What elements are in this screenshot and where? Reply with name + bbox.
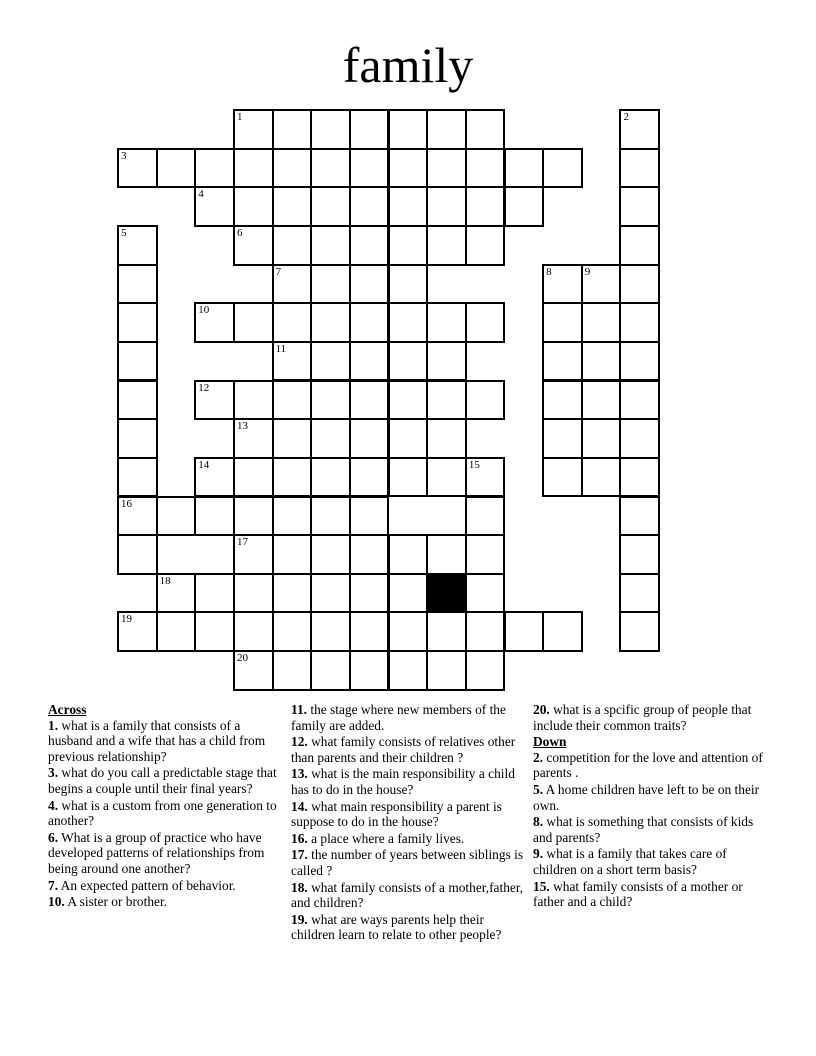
- grid-cell[interactable]: [117, 148, 158, 189]
- grid-cell[interactable]: [349, 611, 390, 652]
- grid-cell[interactable]: [542, 457, 583, 498]
- grid-cell[interactable]: [349, 148, 390, 189]
- grid-cell[interactable]: [542, 341, 583, 382]
- grid-cell[interactable]: [465, 573, 506, 614]
- grid-cell[interactable]: [349, 496, 390, 537]
- grid-cell[interactable]: [310, 148, 351, 189]
- cell-number: 12: [198, 381, 210, 394]
- grid-cell[interactable]: [156, 496, 197, 537]
- clue-across-13: [291, 766, 527, 797]
- puzzle-title: family: [342, 37, 474, 93]
- grid-cell[interactable]: [388, 341, 429, 382]
- grid-cell[interactable]: [233, 418, 274, 459]
- across-heading: Across: [48, 702, 87, 717]
- clue-number: 14.: [291, 798, 308, 814]
- grid-cell[interactable]: [349, 302, 390, 343]
- grid-cell[interactable]: [619, 148, 660, 189]
- grid-cell[interactable]: [272, 611, 313, 652]
- grid-cell[interactable]: [349, 264, 390, 305]
- grid-cell[interactable]: [349, 457, 390, 498]
- grid-cell[interactable]: [426, 225, 467, 266]
- grid-cell[interactable]: [117, 611, 158, 652]
- grid-cell[interactable]: [310, 418, 351, 459]
- grid-cell[interactable]: [272, 109, 313, 150]
- grid-cell[interactable]: [581, 457, 622, 498]
- grid-cell[interactable]: [619, 534, 660, 575]
- grid-cell[interactable]: [504, 611, 545, 652]
- grid-cell[interactable]: [272, 534, 313, 575]
- grid-cell[interactable]: [310, 225, 351, 266]
- grid-cell[interactable]: [542, 302, 583, 343]
- grid-cell[interactable]: [465, 457, 506, 498]
- grid-cell[interactable]: [310, 380, 351, 421]
- grid-cell[interactable]: [310, 186, 351, 227]
- clue-text: An expected pattern of behavior.: [58, 877, 236, 893]
- grid-cell[interactable]: [465, 186, 506, 227]
- cell-number: 16: [121, 497, 132, 510]
- grid-cell[interactable]: [349, 186, 390, 227]
- clue-number: 8.: [533, 814, 544, 830]
- grid-cell[interactable]: [272, 225, 313, 266]
- clue-across-11: [291, 702, 527, 733]
- down-heading: Down: [533, 734, 567, 750]
- grid-cell[interactable]: [194, 611, 235, 652]
- clue-number: 7.: [48, 877, 59, 893]
- cell-number: 3: [121, 149, 127, 162]
- grid-cell[interactable]: [117, 264, 158, 305]
- grid-cell[interactable]: [619, 418, 660, 459]
- grid-cell[interactable]: [349, 109, 390, 150]
- grid-cell[interactable]: [388, 457, 429, 498]
- grid-cell[interactable]: [426, 534, 467, 575]
- clue-text: what family consists of a mother or father and a child?: [533, 878, 743, 910]
- grid-cell[interactable]: [272, 380, 313, 421]
- grid-cell[interactable]: [310, 109, 351, 150]
- clue-text: what main responsibility a parent is suppose to do in the house?: [291, 798, 502, 830]
- grid-cell[interactable]: [349, 573, 390, 614]
- grid-cell[interactable]: [426, 650, 467, 691]
- cell-number: 5: [121, 226, 127, 239]
- grid-cell[interactable]: [581, 302, 622, 343]
- grid-cell[interactable]: [388, 611, 429, 652]
- grid-cell[interactable]: [194, 457, 235, 498]
- cell-number: 10: [198, 304, 210, 317]
- clue-number: 19.: [291, 911, 308, 927]
- grid-cell[interactable]: [272, 573, 313, 614]
- grid-cell[interactable]: [233, 186, 274, 227]
- grid-cell[interactable]: [388, 302, 429, 343]
- clues-column-1: [48, 702, 278, 911]
- grid-cell[interactable]: [117, 341, 158, 382]
- grid-cell[interactable]: [388, 109, 429, 150]
- clue-text: what is a family that consists of a husband and a wife that has a child from previous relationship?: [48, 717, 266, 764]
- clue-across-6: [48, 830, 278, 877]
- grid-cell[interactable]: [310, 573, 351, 614]
- grid-cell[interactable]: [117, 457, 158, 498]
- clue-across-7: [48, 878, 278, 894]
- grid-cell[interactable]: [619, 380, 660, 421]
- grid-cell[interactable]: [581, 341, 622, 382]
- clue-text: what family consists of relatives other than parents and their children ?: [291, 734, 516, 765]
- clue-text: what family consists of a mother,father, and children?: [291, 879, 524, 911]
- clues-column-3: [533, 702, 769, 911]
- grid-cell[interactable]: [233, 302, 274, 343]
- grid-cell[interactable]: [310, 496, 351, 537]
- clue-across-1: [48, 718, 278, 765]
- grid-cell[interactable]: [194, 573, 235, 614]
- cell-number: 18: [159, 574, 171, 587]
- cell-number: 2: [623, 111, 629, 123]
- grid-cell[interactable]: [156, 148, 197, 189]
- clue-number: 15.: [533, 878, 550, 894]
- grid-cell[interactable]: [542, 611, 583, 652]
- clue-across-16: [291, 831, 527, 847]
- grid-cell[interactable]: [388, 573, 429, 614]
- grid-cell[interactable]: [465, 534, 506, 575]
- grid-cell[interactable]: [619, 457, 660, 498]
- grid-cell[interactable]: [233, 380, 274, 421]
- clue-number: 12.: [291, 734, 308, 750]
- clue-text: A home children have left to be on their own.: [533, 781, 760, 813]
- cell-number: 20: [236, 652, 248, 665]
- grid-cell[interactable]: [619, 611, 660, 652]
- grid-cell[interactable]: [619, 341, 660, 382]
- grid-cell[interactable]: [504, 148, 545, 189]
- clue-down-8: [533, 814, 769, 845]
- clue-across-17: [291, 847, 527, 878]
- grid-cell[interactable]: [581, 418, 622, 459]
- clue-number: 3.: [48, 765, 59, 781]
- grid-cell[interactable]: [310, 302, 351, 343]
- grid-cell[interactable]: [465, 496, 506, 537]
- grid-cell[interactable]: [426, 457, 467, 498]
- grid-cell[interactable]: [388, 534, 429, 575]
- grid-cell[interactable]: [310, 264, 351, 305]
- clue-text: what are ways parents help their children learn to relate to other people?: [291, 911, 502, 943]
- grid-cell[interactable]: [581, 380, 622, 421]
- crossword-grid: [118, 110, 662, 694]
- clue-text: what is a spcific group of people that include their common traits?: [533, 702, 752, 733]
- grid-cell[interactable]: [272, 457, 313, 498]
- cell-number: 17: [236, 536, 248, 549]
- clue-number: 13.: [291, 766, 308, 782]
- grid-cell[interactable]: [272, 341, 313, 382]
- grid-cell[interactable]: [310, 341, 351, 382]
- cell-number: 11: [275, 342, 287, 355]
- grid-cell[interactable]: [542, 380, 583, 421]
- clue-text: what is a custom from one generation to another?: [48, 797, 277, 829]
- grid-cell[interactable]: [542, 264, 583, 305]
- grid-cell[interactable]: [619, 496, 660, 537]
- cell-number: 6: [236, 226, 243, 239]
- clue-text: the stage where new members of the family are added.: [291, 702, 506, 733]
- grid-cell[interactable]: [310, 650, 351, 691]
- grid-cell[interactable]: [272, 650, 313, 691]
- clue-text: a place where a family lives.: [307, 830, 465, 846]
- clue-across-12: [291, 734, 527, 765]
- clue-text: what do you call a predictable stage that begins a couple until their final years?: [48, 765, 277, 796]
- grid-cell[interactable]: [194, 380, 235, 421]
- grid-cell[interactable]: [465, 302, 506, 343]
- grid-cell[interactable]: [619, 573, 660, 614]
- clue-down-5: [533, 782, 769, 813]
- grid-cell[interactable]: [542, 148, 583, 189]
- grid-cell[interactable]: [349, 225, 390, 266]
- grid-cell[interactable]: [156, 611, 197, 652]
- clue-number: 6.: [48, 829, 59, 845]
- clue-across-19: [291, 912, 527, 943]
- grid-cell[interactable]: [233, 457, 274, 498]
- clue-number: 17.: [291, 847, 308, 863]
- grid-cell[interactable]: [272, 186, 313, 227]
- clue-number: 2.: [533, 749, 544, 765]
- grid-cell[interactable]: [156, 573, 197, 614]
- grid-cell[interactable]: [388, 148, 429, 189]
- grid-cell[interactable]: [388, 650, 429, 691]
- cell-number: 7: [275, 265, 282, 278]
- black-cell: [426, 573, 467, 614]
- grid-cell[interactable]: [465, 225, 506, 266]
- cell-number: 9: [584, 265, 591, 278]
- grid-cell[interactable]: [619, 264, 660, 305]
- clue-number: 20.: [533, 702, 550, 717]
- cell-number: 13: [236, 420, 248, 433]
- clue-down-15: [533, 879, 769, 910]
- grid-cell[interactable]: [426, 186, 467, 227]
- grid-cell[interactable]: [117, 418, 158, 459]
- grid-cell[interactable]: [504, 186, 545, 227]
- clue-text: competition for the love and attention of parents .: [533, 749, 763, 781]
- grid-cell[interactable]: [426, 109, 467, 150]
- grid-cell[interactable]: [465, 109, 506, 150]
- grid-cell[interactable]: [194, 186, 235, 227]
- grid-cell[interactable]: [388, 225, 429, 266]
- grid-cell[interactable]: [194, 496, 235, 537]
- grid-cell[interactable]: [194, 302, 235, 343]
- clues-column-2: [291, 702, 527, 944]
- grid-cell[interactable]: [619, 186, 660, 227]
- grid-cell[interactable]: [349, 380, 390, 421]
- grid-cell[interactable]: [465, 148, 506, 189]
- grid-cell[interactable]: [465, 650, 506, 691]
- clue-number: 9.: [533, 846, 544, 862]
- grid-cell[interactable]: [233, 573, 274, 614]
- grid-cell[interactable]: [272, 496, 313, 537]
- cell-number: 15: [468, 458, 480, 471]
- grid-cell[interactable]: [426, 302, 467, 343]
- grid-cell[interactable]: [426, 611, 467, 652]
- clue-across-18: [291, 880, 527, 911]
- grid-cell[interactable]: [426, 341, 467, 382]
- clue-number: 5.: [533, 781, 544, 797]
- grid-cell[interactable]: [194, 148, 235, 189]
- grid-cell[interactable]: [233, 109, 274, 150]
- grid-cell[interactable]: [233, 148, 274, 189]
- clue-text: the number of years between siblings is called ?: [291, 847, 524, 878]
- cell-number: 4: [198, 188, 204, 201]
- cell-number: 19: [121, 613, 132, 626]
- grid-cell[interactable]: [349, 418, 390, 459]
- grid-cell[interactable]: [542, 418, 583, 459]
- grid-cell[interactable]: [388, 418, 429, 459]
- cell-number: 1: [236, 111, 243, 123]
- cell-number: 14: [198, 458, 210, 471]
- grid-cell[interactable]: [426, 148, 467, 189]
- grid-cell[interactable]: [349, 341, 390, 382]
- grid-cell[interactable]: [388, 264, 429, 305]
- grid-cell[interactable]: [117, 225, 158, 266]
- grid-cell[interactable]: [310, 534, 351, 575]
- clue-number: 18.: [291, 879, 308, 895]
- grid-cell[interactable]: [388, 380, 429, 421]
- clue-number: 10.: [48, 894, 65, 910]
- clue-across-14: [291, 799, 527, 830]
- clue-across-10: [48, 894, 278, 910]
- clue-text: A sister or brother.: [64, 894, 168, 910]
- grid-cell[interactable]: [233, 534, 274, 575]
- grid-cell[interactable]: [117, 380, 158, 421]
- grid-cell[interactable]: [117, 496, 158, 537]
- grid-cell[interactable]: [272, 264, 313, 305]
- clue-text: what is the main responsibility a child has to do in the house?: [291, 766, 515, 797]
- clue-down-9: [533, 846, 769, 877]
- grid-cell[interactable]: [117, 302, 158, 343]
- grid-cell[interactable]: [388, 186, 429, 227]
- grid-cell[interactable]: [272, 418, 313, 459]
- grid-cell[interactable]: [465, 611, 506, 652]
- clue-number: 4.: [48, 797, 59, 813]
- clue-text: what is a family that takes care of children on a short term basis?: [533, 846, 727, 877]
- grid-cell[interactable]: [349, 534, 390, 575]
- grid-cell[interactable]: [619, 225, 660, 266]
- grid-cell[interactable]: [233, 496, 274, 537]
- grid-cell[interactable]: [349, 650, 390, 691]
- grid-cell[interactable]: [233, 650, 274, 691]
- clue-number: 1.: [48, 717, 59, 733]
- grid-cell[interactable]: [233, 225, 274, 266]
- grid-cell[interactable]: [310, 611, 351, 652]
- grid-cell[interactable]: [581, 264, 622, 305]
- grid-cell[interactable]: [465, 380, 506, 421]
- cell-number: 8: [546, 265, 552, 278]
- grid-cell[interactable]: [426, 418, 467, 459]
- grid-cell[interactable]: [619, 109, 660, 150]
- clue-across-20: [533, 702, 769, 733]
- clue-across-4: [48, 798, 278, 829]
- clue-down-2: [533, 750, 769, 781]
- clue-text: What is a group of practice who have developed patterns of relationships from being around one another?: [48, 829, 265, 876]
- clue-text: what is something that consists of kids and parents?: [533, 814, 754, 845]
- clue-number: 11.: [291, 702, 307, 717]
- clue-across-3: [48, 765, 278, 796]
- grid-cell[interactable]: [272, 148, 313, 189]
- grid-cell[interactable]: [233, 611, 274, 652]
- grid-cell[interactable]: [117, 534, 158, 575]
- grid-cell[interactable]: [619, 302, 660, 343]
- grid-cell[interactable]: [310, 457, 351, 498]
- clue-number: 16.: [291, 830, 308, 846]
- grid-cell[interactable]: [272, 302, 313, 343]
- grid-cell[interactable]: [426, 380, 467, 421]
